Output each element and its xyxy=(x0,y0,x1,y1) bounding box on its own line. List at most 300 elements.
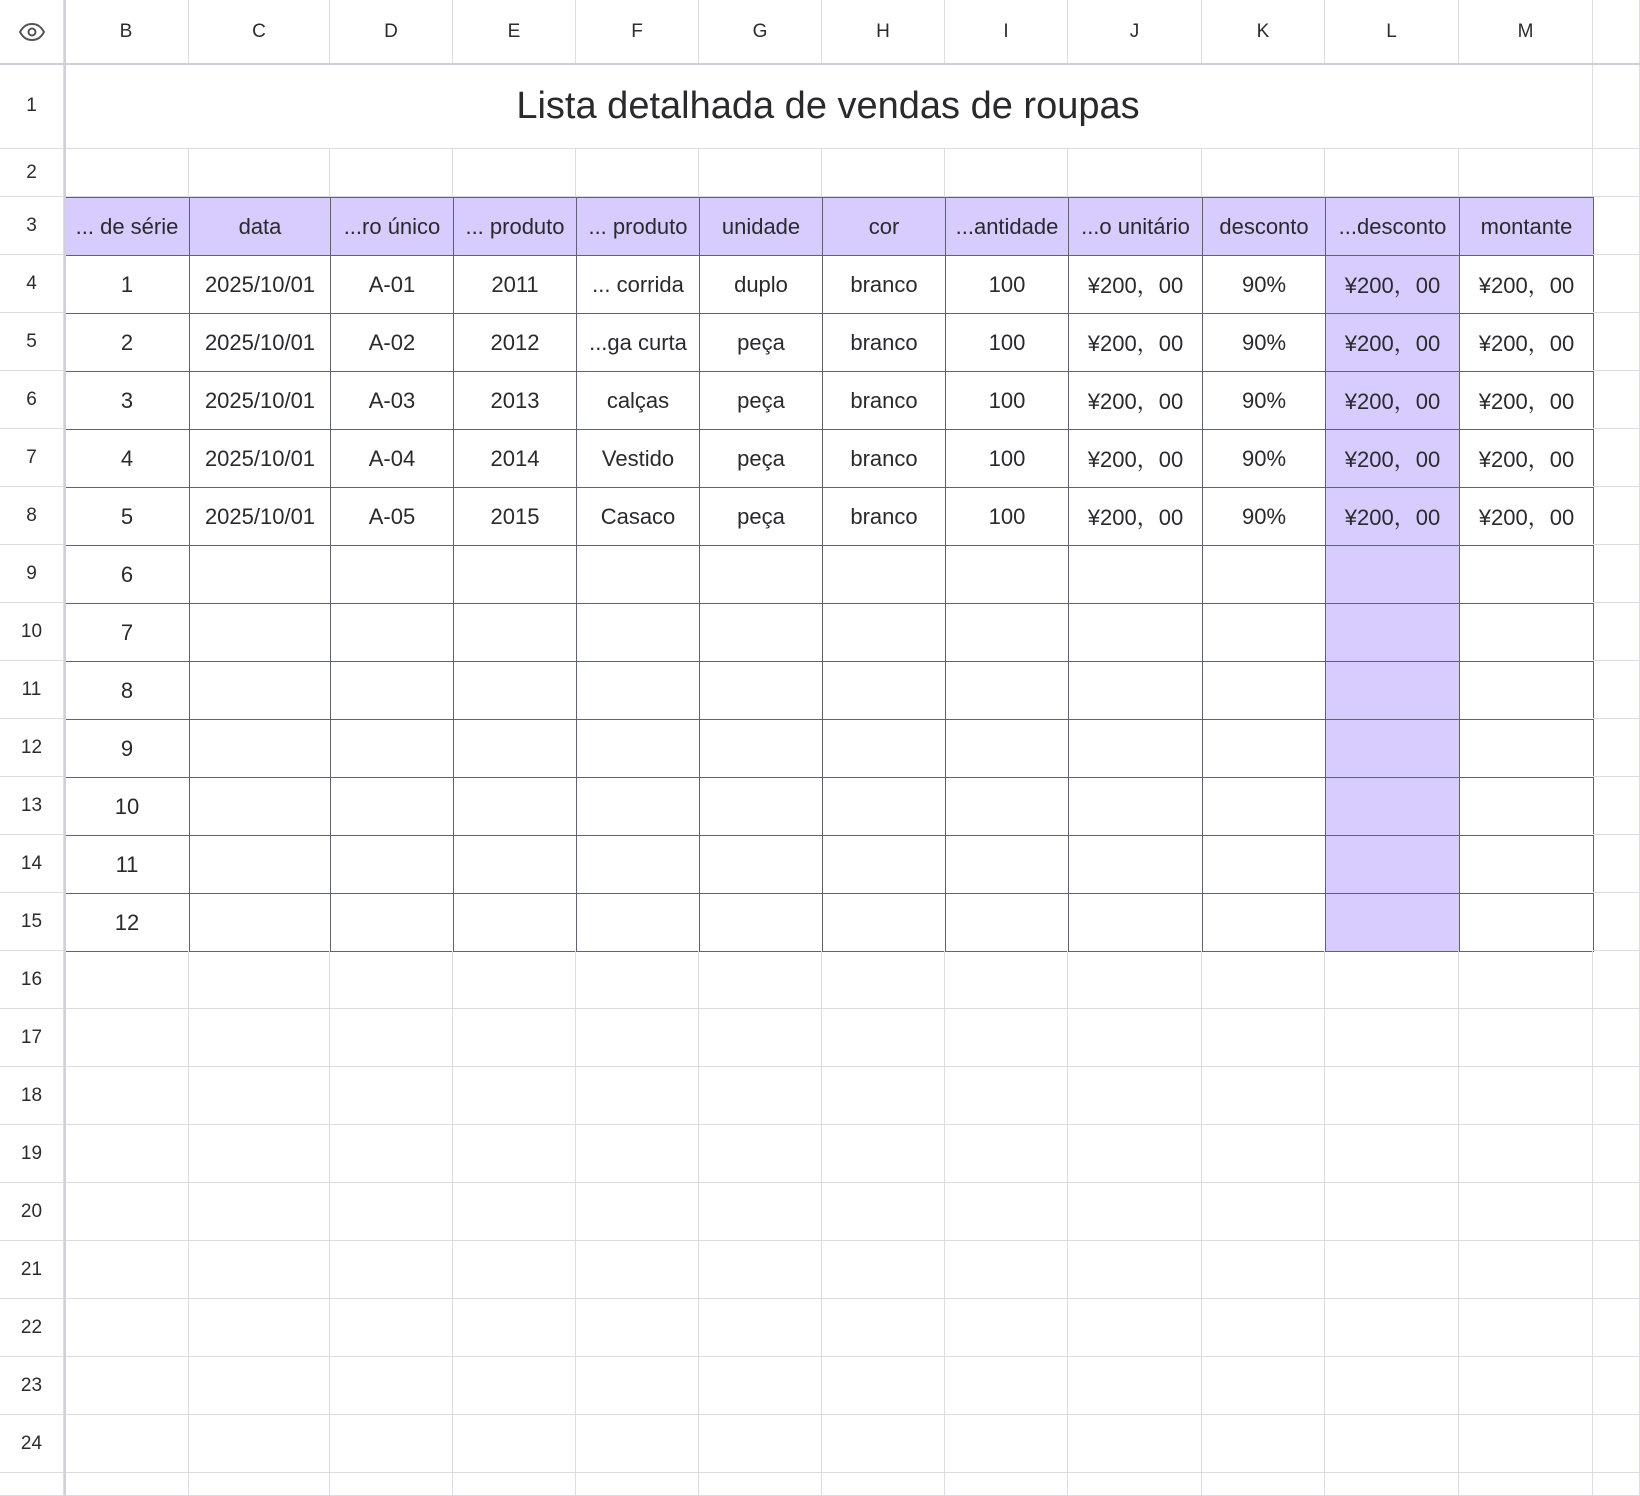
grid-cell[interactable] xyxy=(699,1473,822,1496)
grid-cell[interactable] xyxy=(699,1415,822,1473)
grid-cell[interactable] xyxy=(822,1241,945,1299)
grid-cell[interactable] xyxy=(699,951,822,1009)
table-header-l[interactable]: ...desconto xyxy=(1325,197,1460,256)
table-cell[interactable] xyxy=(822,777,946,836)
grid-cell[interactable] xyxy=(576,1415,699,1473)
grid-cell[interactable] xyxy=(1202,1125,1325,1183)
grid-cell[interactable] xyxy=(1325,1241,1459,1299)
grid-cell[interactable] xyxy=(1459,1473,1593,1496)
table-cell[interactable]: branco xyxy=(822,429,946,488)
table-cell[interactable]: ¥200，00 xyxy=(1068,487,1203,546)
table-cell[interactable]: 90% xyxy=(1202,313,1326,372)
grid-cell[interactable] xyxy=(1593,719,1640,777)
grid-cell[interactable] xyxy=(1593,1415,1640,1473)
grid-cell[interactable] xyxy=(945,1473,1068,1496)
grid-cell[interactable] xyxy=(1325,1067,1459,1125)
row-header-15[interactable]: 15 xyxy=(0,893,64,951)
table-cell[interactable]: ¥200，00 xyxy=(1068,371,1203,430)
row-header-16[interactable]: 16 xyxy=(0,951,64,1009)
grid-cell[interactable] xyxy=(576,1299,699,1357)
grid-cell[interactable] xyxy=(1593,1299,1640,1357)
grid-cell[interactable] xyxy=(189,1241,330,1299)
table-cell[interactable]: Casaco xyxy=(576,487,700,546)
grid-cell[interactable] xyxy=(822,1473,945,1496)
table-cell[interactable]: 5 xyxy=(64,487,190,546)
grid-cell[interactable] xyxy=(64,1067,189,1125)
grid-cell[interactable] xyxy=(453,1009,576,1067)
grid-cell[interactable] xyxy=(1593,1009,1640,1067)
table-cell[interactable] xyxy=(699,893,823,952)
grid-cell[interactable] xyxy=(453,1415,576,1473)
table-cell[interactable] xyxy=(330,661,454,720)
table-header-j[interactable]: ...o unitário xyxy=(1068,197,1203,256)
grid-cell[interactable] xyxy=(453,1067,576,1125)
table-cell[interactable] xyxy=(1459,893,1594,952)
grid-cell[interactable] xyxy=(1325,1125,1459,1183)
grid-cell[interactable] xyxy=(1202,1415,1325,1473)
table-cell[interactable] xyxy=(1459,545,1594,604)
column-header-g[interactable]: G xyxy=(699,0,822,64)
grid-cell[interactable] xyxy=(330,951,453,1009)
grid-cell[interactable] xyxy=(330,1067,453,1125)
table-cell[interactable]: branco xyxy=(822,313,946,372)
grid-cell[interactable] xyxy=(189,1357,330,1415)
table-cell[interactable]: 10 xyxy=(64,777,190,836)
grid-cell[interactable] xyxy=(1325,1415,1459,1473)
grid-cell[interactable] xyxy=(1593,149,1640,197)
table-cell[interactable]: ¥200，00 xyxy=(1068,429,1203,488)
table-cell[interactable] xyxy=(945,545,1069,604)
column-header-l[interactable]: L xyxy=(1325,0,1459,64)
grid-cell[interactable] xyxy=(1202,1183,1325,1241)
table-cell[interactable] xyxy=(1068,661,1203,720)
grid-cell[interactable] xyxy=(1593,777,1640,835)
table-cell[interactable] xyxy=(330,603,454,662)
grid-cell[interactable] xyxy=(189,951,330,1009)
table-cell[interactable]: 11 xyxy=(64,835,190,894)
grid-cell[interactable] xyxy=(1202,1357,1325,1415)
table-cell[interactable] xyxy=(1325,661,1460,720)
table-header-g[interactable]: unidade xyxy=(699,197,823,256)
table-cell[interactable] xyxy=(189,603,331,662)
table-cell[interactable] xyxy=(945,777,1069,836)
table-cell[interactable] xyxy=(330,777,454,836)
grid-cell[interactable] xyxy=(64,1473,189,1496)
table-cell[interactable] xyxy=(453,835,577,894)
row-header-9[interactable]: 9 xyxy=(0,545,64,603)
grid-cell[interactable] xyxy=(945,1299,1068,1357)
grid-cell[interactable] xyxy=(1593,1473,1640,1496)
grid-cell[interactable] xyxy=(330,1299,453,1357)
grid-cell[interactable] xyxy=(1593,1125,1640,1183)
table-cell[interactable]: 100 xyxy=(945,487,1069,546)
grid-cell[interactable] xyxy=(1068,149,1202,197)
grid-cell[interactable] xyxy=(1325,1357,1459,1415)
table-header-c[interactable]: data xyxy=(189,197,331,256)
grid-cell[interactable] xyxy=(1202,1473,1325,1496)
table-cell[interactable] xyxy=(945,661,1069,720)
table-cell[interactable] xyxy=(576,661,700,720)
table-cell[interactable]: 2014 xyxy=(453,429,577,488)
grid-cell[interactable] xyxy=(1202,149,1325,197)
grid-cell[interactable] xyxy=(1325,1183,1459,1241)
table-cell[interactable] xyxy=(945,835,1069,894)
grid-cell[interactable] xyxy=(945,1125,1068,1183)
table-cell[interactable]: ¥200，00 xyxy=(1459,255,1594,314)
grid-cell[interactable] xyxy=(453,1473,576,1496)
table-cell[interactable] xyxy=(699,835,823,894)
grid-cell[interactable] xyxy=(1325,951,1459,1009)
grid-cell[interactable] xyxy=(64,149,189,197)
grid-cell[interactable] xyxy=(330,1473,453,1496)
table-cell[interactable] xyxy=(576,545,700,604)
table-cell[interactable]: 9 xyxy=(64,719,190,778)
table-cell[interactable]: ... corrida xyxy=(576,255,700,314)
table-cell[interactable]: ¥200，00 xyxy=(1325,487,1460,546)
grid-cell[interactable] xyxy=(699,1241,822,1299)
table-cell[interactable] xyxy=(822,893,946,952)
table-header-d[interactable]: ...ro único xyxy=(330,197,454,256)
grid-cell[interactable] xyxy=(945,1067,1068,1125)
table-cell[interactable]: ¥200，00 xyxy=(1325,429,1460,488)
grid-cell[interactable] xyxy=(64,1415,189,1473)
table-cell[interactable] xyxy=(1202,719,1326,778)
grid-cell[interactable] xyxy=(699,1125,822,1183)
grid-cell[interactable] xyxy=(1459,1241,1593,1299)
table-cell[interactable]: A-03 xyxy=(330,371,454,430)
table-cell[interactable] xyxy=(1459,719,1594,778)
grid-cell[interactable] xyxy=(1459,1067,1593,1125)
table-cell[interactable] xyxy=(822,661,946,720)
table-cell[interactable] xyxy=(453,661,577,720)
table-cell[interactable]: duplo xyxy=(699,255,823,314)
table-cell[interactable]: ¥200，00 xyxy=(1459,487,1594,546)
table-cell[interactable]: peça xyxy=(699,429,823,488)
column-header-e[interactable]: E xyxy=(453,0,576,64)
table-cell[interactable]: ¥200，00 xyxy=(1325,313,1460,372)
table-cell[interactable] xyxy=(1202,777,1326,836)
row-header-8[interactable]: 8 xyxy=(0,487,64,545)
grid-cell[interactable] xyxy=(1459,1009,1593,1067)
table-cell[interactable] xyxy=(822,835,946,894)
grid-cell[interactable] xyxy=(945,1183,1068,1241)
table-cell[interactable]: Vestido xyxy=(576,429,700,488)
table-cell[interactable]: 90% xyxy=(1202,487,1326,546)
grid-cell[interactable] xyxy=(1459,149,1593,197)
grid-cell[interactable] xyxy=(1593,951,1640,1009)
table-cell[interactable] xyxy=(576,893,700,952)
table-cell[interactable]: 2015 xyxy=(453,487,577,546)
grid-cell[interactable] xyxy=(1593,429,1640,487)
column-header-j[interactable]: J xyxy=(1068,0,1202,64)
table-cell[interactable]: A-01 xyxy=(330,255,454,314)
table-cell[interactable]: 2025/10/01 xyxy=(189,371,331,430)
grid-cell[interactable] xyxy=(822,1183,945,1241)
grid-cell[interactable] xyxy=(945,1241,1068,1299)
table-cell[interactable] xyxy=(1068,545,1203,604)
table-cell[interactable]: 90% xyxy=(1202,255,1326,314)
grid-cell[interactable] xyxy=(1202,1067,1325,1125)
column-header-b[interactable]: B xyxy=(64,0,189,64)
table-cell[interactable]: branco xyxy=(822,255,946,314)
grid-cell[interactable] xyxy=(822,149,945,197)
table-header-f[interactable]: ... produto xyxy=(576,197,700,256)
grid-cell[interactable] xyxy=(576,149,699,197)
grid-cell[interactable] xyxy=(1068,951,1202,1009)
grid-cell[interactable] xyxy=(945,1009,1068,1067)
table-cell[interactable]: 100 xyxy=(945,313,1069,372)
grid-cell[interactable] xyxy=(330,1357,453,1415)
table-cell[interactable] xyxy=(1202,835,1326,894)
grid-cell[interactable] xyxy=(330,1183,453,1241)
grid-cell[interactable] xyxy=(1459,1299,1593,1357)
grid-cell[interactable] xyxy=(64,951,189,1009)
table-header-i[interactable]: ...antidade xyxy=(945,197,1069,256)
row-header-11[interactable]: 11 xyxy=(0,661,64,719)
freeze-divider-horizontal[interactable] xyxy=(0,63,1640,65)
grid-cell[interactable] xyxy=(1068,1415,1202,1473)
grid-cell[interactable] xyxy=(576,1009,699,1067)
table-header-h[interactable]: cor xyxy=(822,197,946,256)
grid-cell[interactable] xyxy=(699,1357,822,1415)
grid-cell[interactable] xyxy=(453,1125,576,1183)
table-cell[interactable]: 8 xyxy=(64,661,190,720)
grid-cell[interactable] xyxy=(576,1473,699,1496)
grid-cell[interactable] xyxy=(822,1067,945,1125)
row-header-23[interactable]: 23 xyxy=(0,1357,64,1415)
grid-cell[interactable] xyxy=(1593,545,1640,603)
table-cell[interactable]: ¥200，00 xyxy=(1459,429,1594,488)
grid-cell[interactable] xyxy=(822,1009,945,1067)
grid-cell[interactable] xyxy=(822,1357,945,1415)
table-cell[interactable]: ¥200，00 xyxy=(1459,313,1594,372)
grid-cell[interactable] xyxy=(1593,313,1640,371)
table-cell[interactable] xyxy=(330,835,454,894)
grid-cell[interactable] xyxy=(1459,951,1593,1009)
grid-cell[interactable] xyxy=(576,1183,699,1241)
table-cell[interactable]: peça xyxy=(699,371,823,430)
table-cell[interactable] xyxy=(699,603,823,662)
grid-cell[interactable] xyxy=(189,149,330,197)
table-cell[interactable]: A-04 xyxy=(330,429,454,488)
grid-cell[interactable] xyxy=(822,951,945,1009)
table-cell[interactable] xyxy=(1068,603,1203,662)
grid-cell[interactable] xyxy=(1068,1009,1202,1067)
table-cell[interactable] xyxy=(1459,603,1594,662)
row-header-10[interactable]: 10 xyxy=(0,603,64,661)
grid-cell[interactable] xyxy=(945,149,1068,197)
table-cell[interactable] xyxy=(189,893,331,952)
table-cell[interactable] xyxy=(822,719,946,778)
grid-cell[interactable] xyxy=(64,1183,189,1241)
grid-cell[interactable] xyxy=(699,1299,822,1357)
grid-cell[interactable] xyxy=(1593,64,1640,149)
table-cell[interactable] xyxy=(1325,777,1460,836)
grid-cell[interactable] xyxy=(453,1183,576,1241)
grid-cell[interactable] xyxy=(189,1125,330,1183)
grid-cell[interactable] xyxy=(1459,1125,1593,1183)
table-cell[interactable]: 100 xyxy=(945,371,1069,430)
row-header-20[interactable]: 20 xyxy=(0,1183,64,1241)
grid-cell[interactable] xyxy=(189,1299,330,1357)
grid-cell[interactable] xyxy=(1593,197,1640,255)
row-header-1[interactable]: 1 xyxy=(0,64,64,149)
grid-cell[interactable] xyxy=(576,1241,699,1299)
table-header-k[interactable]: desconto xyxy=(1202,197,1326,256)
table-cell[interactable] xyxy=(1459,835,1594,894)
grid-cell[interactable] xyxy=(189,1183,330,1241)
table-cell[interactable]: 2025/10/01 xyxy=(189,487,331,546)
grid-cell[interactable] xyxy=(822,1299,945,1357)
row-header-5[interactable]: 5 xyxy=(0,313,64,371)
grid-cell[interactable] xyxy=(576,1067,699,1125)
table-cell[interactable] xyxy=(189,719,331,778)
table-cell[interactable] xyxy=(576,603,700,662)
table-cell[interactable]: 1 xyxy=(64,255,190,314)
table-cell[interactable]: 2 xyxy=(64,313,190,372)
table-cell[interactable] xyxy=(1459,661,1594,720)
table-cell[interactable]: ¥200，00 xyxy=(1068,313,1203,372)
grid-cell[interactable] xyxy=(453,1357,576,1415)
grid-cell[interactable] xyxy=(1593,1183,1640,1241)
table-cell[interactable] xyxy=(189,835,331,894)
table-cell[interactable] xyxy=(576,777,700,836)
table-cell[interactable] xyxy=(1068,719,1203,778)
grid-cell[interactable] xyxy=(699,1067,822,1125)
table-cell[interactable] xyxy=(1202,545,1326,604)
table-cell[interactable]: 2013 xyxy=(453,371,577,430)
grid-cell[interactable] xyxy=(1068,1357,1202,1415)
grid-cell[interactable] xyxy=(453,1299,576,1357)
table-cell[interactable] xyxy=(453,719,577,778)
table-cell[interactable]: 3 xyxy=(64,371,190,430)
grid-cell[interactable] xyxy=(1593,1067,1640,1125)
grid-cell[interactable] xyxy=(1593,835,1640,893)
table-cell[interactable]: 2011 xyxy=(453,255,577,314)
row-header-21[interactable]: 21 xyxy=(0,1241,64,1299)
table-cell[interactable] xyxy=(1068,835,1203,894)
column-header-d[interactable]: D xyxy=(330,0,453,64)
table-cell[interactable] xyxy=(453,545,577,604)
grid-cell[interactable] xyxy=(1593,661,1640,719)
table-cell[interactable]: ¥200，00 xyxy=(1325,371,1460,430)
grid-cell[interactable] xyxy=(189,1067,330,1125)
table-cell[interactable] xyxy=(1202,893,1326,952)
table-cell[interactable]: 2025/10/01 xyxy=(189,429,331,488)
table-cell[interactable]: 90% xyxy=(1202,429,1326,488)
table-cell[interactable] xyxy=(453,777,577,836)
table-cell[interactable] xyxy=(1068,893,1203,952)
table-cell[interactable] xyxy=(1325,719,1460,778)
table-cell[interactable] xyxy=(945,719,1069,778)
grid-cell[interactable] xyxy=(330,1125,453,1183)
grid-cell[interactable] xyxy=(1593,893,1640,951)
select-all-corner[interactable] xyxy=(0,0,64,64)
table-cell[interactable] xyxy=(576,719,700,778)
grid-cell[interactable] xyxy=(822,1415,945,1473)
table-cell[interactable]: 7 xyxy=(64,603,190,662)
grid-cell[interactable] xyxy=(189,1415,330,1473)
row-header-12[interactable]: 12 xyxy=(0,719,64,777)
grid-cell[interactable] xyxy=(189,1473,330,1496)
column-header-i[interactable]: I xyxy=(945,0,1068,64)
grid-cell[interactable] xyxy=(330,149,453,197)
grid-cell[interactable] xyxy=(576,951,699,1009)
grid-cell[interactable] xyxy=(1202,951,1325,1009)
grid-cell[interactable] xyxy=(1068,1241,1202,1299)
table-cell[interactable] xyxy=(1325,545,1460,604)
freeze-divider-vertical[interactable] xyxy=(64,0,66,1496)
grid-cell[interactable] xyxy=(1325,1473,1459,1496)
table-cell[interactable] xyxy=(1202,661,1326,720)
table-cell[interactable]: A-02 xyxy=(330,313,454,372)
table-cell[interactable]: peça xyxy=(699,487,823,546)
grid-cell[interactable] xyxy=(699,1009,822,1067)
table-cell[interactable]: branco xyxy=(822,371,946,430)
table-header-e[interactable]: ... produto xyxy=(453,197,577,256)
table-cell[interactable] xyxy=(1459,777,1594,836)
table-cell[interactable]: 4 xyxy=(64,429,190,488)
grid-cell[interactable] xyxy=(453,149,576,197)
table-cell[interactable] xyxy=(699,719,823,778)
row-header-2[interactable]: 2 xyxy=(0,149,64,197)
table-cell[interactable] xyxy=(189,777,331,836)
grid-cell[interactable] xyxy=(945,1357,1068,1415)
table-cell[interactable]: ¥200，00 xyxy=(1068,255,1203,314)
sheet-title[interactable]: Lista detalhada de vendas de roupas xyxy=(64,64,1593,149)
grid-cell[interactable] xyxy=(189,1009,330,1067)
table-cell[interactable] xyxy=(699,661,823,720)
table-cell[interactable]: calças xyxy=(576,371,700,430)
table-cell[interactable]: branco xyxy=(822,487,946,546)
table-cell[interactable] xyxy=(945,893,1069,952)
grid-cell[interactable] xyxy=(330,1009,453,1067)
grid-cell[interactable] xyxy=(1068,1473,1202,1496)
table-header-m[interactable]: montante xyxy=(1459,197,1594,256)
table-cell[interactable] xyxy=(576,835,700,894)
row-header-19[interactable]: 19 xyxy=(0,1125,64,1183)
table-cell[interactable]: 90% xyxy=(1202,371,1326,430)
grid-cell[interactable] xyxy=(64,1241,189,1299)
table-cell[interactable]: ...ga curta xyxy=(576,313,700,372)
table-cell[interactable]: 100 xyxy=(945,255,1069,314)
row-header-17[interactable]: 17 xyxy=(0,1009,64,1067)
grid-cell[interactable] xyxy=(64,1299,189,1357)
column-header-h[interactable]: H xyxy=(822,0,945,64)
grid-cell[interactable] xyxy=(822,1125,945,1183)
table-cell[interactable] xyxy=(822,603,946,662)
grid-cell[interactable] xyxy=(1593,255,1640,313)
grid-cell[interactable] xyxy=(1202,1009,1325,1067)
grid-cell[interactable] xyxy=(699,1183,822,1241)
table-cell[interactable] xyxy=(945,603,1069,662)
grid-cell[interactable] xyxy=(1068,1183,1202,1241)
table-cell[interactable] xyxy=(330,545,454,604)
grid-cell[interactable] xyxy=(1593,371,1640,429)
table-cell[interactable]: peça xyxy=(699,313,823,372)
table-cell[interactable]: ¥200，00 xyxy=(1459,371,1594,430)
table-cell[interactable] xyxy=(1325,603,1460,662)
column-header-m[interactable]: M xyxy=(1459,0,1593,64)
table-cell[interactable] xyxy=(699,777,823,836)
grid-cell[interactable] xyxy=(1325,149,1459,197)
grid-cell[interactable] xyxy=(1202,1299,1325,1357)
grid-cell[interactable] xyxy=(1593,1241,1640,1299)
grid-cell[interactable] xyxy=(1593,1357,1640,1415)
grid-cell[interactable] xyxy=(330,1241,453,1299)
row-header-22[interactable]: 22 xyxy=(0,1299,64,1357)
table-cell[interactable] xyxy=(699,545,823,604)
